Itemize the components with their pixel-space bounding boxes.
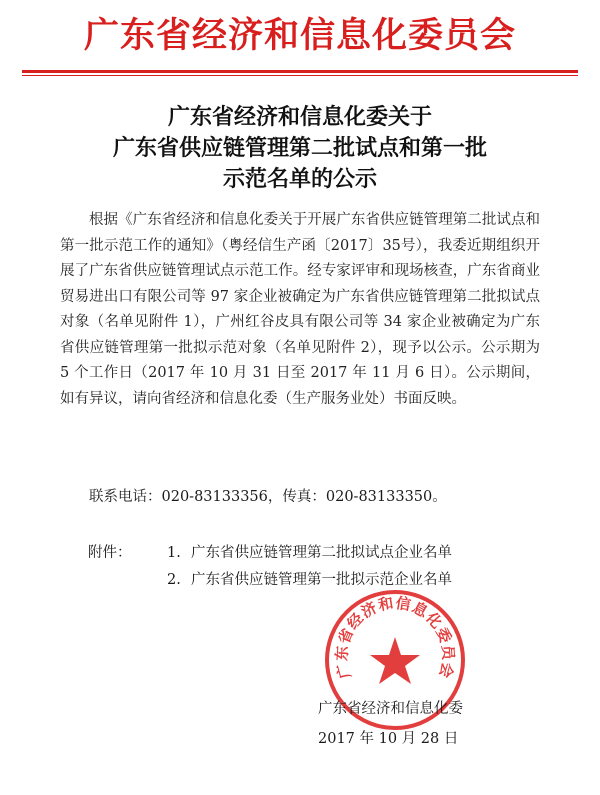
signature-date: 2017 年 10 月 28 日 bbox=[318, 731, 459, 747]
attachment-item bbox=[167, 540, 452, 567]
document-title-line-1: 广东省经济和信息化委关于 bbox=[167, 105, 432, 130]
body-paragraph: 根据《广东省经济和信息化委关于开展广东省供应链管理第二批试点和第一批示范工作的通知》（粤经信生产函〔2017〕35号），我委近期组织开展了广东省供应链管理试点示范工作。经专家评审和现场核查，广东省商业贸易进出口有限公司等 97 家企业被确定为广东省供应链管理第二批拟试点对象（名单见附件 1），广州红谷皮具有限公司等 34 家企业被确定为广东省供应链管理第一批拟示范对象（名单见附件 2），现予以公示。公示期为 5 个工作日（2017 年 10 月 31 日至 2017 年 11 月 6 日）。公示期间，如有异议，请向省经济和信息化委（生产服务业处）书面反映。 bbox=[60, 212, 540, 407]
document-title-line-2: 广东省供应链管理第二批试点和第一批 bbox=[112, 136, 487, 161]
attachment-title: 广东省供应链管理第二批拟试点企业名单 bbox=[191, 545, 452, 561]
signature-block bbox=[318, 696, 538, 752]
letterhead-rule-thick bbox=[22, 70, 578, 73]
signature-org: 广东省经济和信息化委 bbox=[318, 701, 463, 717]
attachment-row-1 bbox=[60, 540, 540, 567]
attachment-number: 2. bbox=[167, 572, 181, 588]
star-icon bbox=[370, 637, 420, 684]
document-title bbox=[0, 102, 600, 195]
attachment-title: 广东省供应链管理第一批拟示范企业名单 bbox=[191, 572, 452, 588]
attachments-label: 附件： bbox=[88, 545, 132, 561]
contact-info: 联系电话：020-83133356，传真：020-83133350。 bbox=[89, 489, 447, 505]
letterhead-title: 广东省经济和信息化委员会 bbox=[83, 16, 516, 56]
attachment-number: 1. bbox=[167, 545, 181, 561]
document-title-line-3: 示范名单的公示 bbox=[222, 167, 377, 192]
seal-ring-text: 广东省经济和信息化委员会 bbox=[332, 593, 458, 681]
letterhead bbox=[0, 8, 600, 64]
letterhead-rule-thin bbox=[22, 75, 578, 76]
